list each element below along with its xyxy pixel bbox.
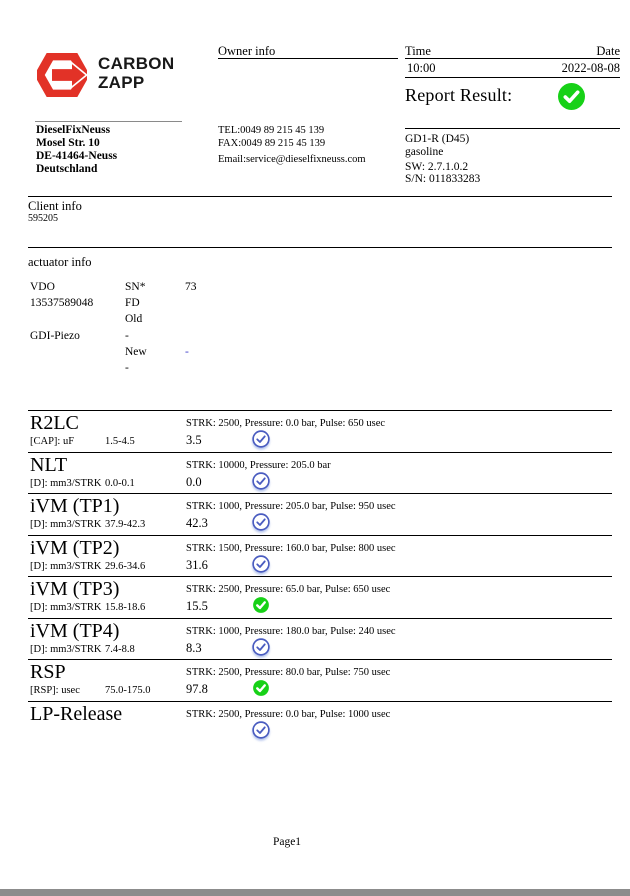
test-name: NLT: [30, 453, 68, 476]
test-name: R2LC: [30, 412, 79, 434]
time-date-underline: [405, 58, 620, 59]
owner-city: DE-41464-Neuss: [36, 150, 118, 162]
owner-fax: FAX:0049 89 215 45 139: [218, 138, 326, 149]
test-range: 1.5-4.5: [105, 436, 135, 447]
machine-model: GD1-R (D45): [405, 133, 470, 145]
date-label: Date: [596, 44, 620, 58]
test-row: [28, 576, 612, 618]
test-row: [28, 535, 612, 577]
report-result-label: Report Result:: [405, 85, 513, 105]
test-conditions: STRK: 10000, Pressure: 205.0 bar: [186, 459, 331, 471]
test-conditions: STRK: 1000, Pressure: 205.0 bar, Pulse: 950 usec: [186, 501, 396, 512]
machine-sw-version: SW: 2.7.1.0.2: [405, 161, 469, 173]
test-range: 15.8-18.6: [105, 602, 146, 613]
test-conditions: STRK: 1500, Pressure: 160.0 bar, Pulse: 800 usec: [186, 542, 396, 554]
test-range: 7.4-8.8: [105, 643, 135, 655]
test-conditions: STRK: 2500, Pressure: 0.0 bar, Pulse: 650 usec: [186, 418, 386, 429]
test-parameter: [D]: mm3/STRK: [30, 519, 102, 530]
time-value-underline: [405, 77, 620, 78]
machine-serial-number: S/N: 011833283: [405, 173, 481, 185]
test-value: 8.3: [186, 640, 202, 655]
actuator-info-label: actuator info: [28, 255, 92, 269]
carbon-zapp-logo-icon: [37, 53, 87, 102]
test-conditions: STRK: 2500, Pressure: 80.0 bar, Pulse: 750 usec: [186, 667, 391, 678]
test-range: 29.6-34.6: [105, 560, 146, 572]
test-parameter: [D]: mm3/STRK: [30, 602, 102, 613]
time-date-band: [405, 44, 620, 59]
actuator-old-label: Old: [125, 313, 143, 325]
actuator-fd-label: FD: [125, 297, 140, 309]
time-date-values: [407, 61, 620, 76]
test-name: iVM (TP3): [30, 578, 120, 600]
logo-line2: ZAPP: [98, 73, 145, 92]
test-name: iVM (TP1): [30, 495, 120, 517]
test-result-icon: [252, 638, 270, 656]
machine-divider: [405, 128, 620, 129]
actuator-maker: VDO: [30, 281, 55, 293]
actuator-part-number: 13537589048: [30, 297, 94, 309]
date-value: 2022-08-08: [561, 61, 620, 75]
test-result-icon: [252, 555, 270, 573]
test-result-icon: [252, 596, 270, 614]
machine-fuel: gasoline: [405, 146, 444, 158]
client-info-value: 595205: [28, 213, 58, 224]
test-range: 37.9-42.3: [105, 519, 146, 530]
address-divider: [35, 121, 182, 122]
client-section-line: [28, 196, 612, 197]
test-row: [28, 493, 612, 535]
actuator-sn-label: SN*: [125, 281, 146, 293]
test-value: 0.0: [186, 474, 202, 489]
owner-street: Mosel Str. 10: [36, 137, 100, 149]
owner-tel: TEL:0049 89 215 45 139: [218, 125, 325, 136]
owner-country: Deutschland: [36, 163, 98, 175]
test-conditions: STRK: 2500, Pressure: 65.0 bar, Pulse: 650 usec: [186, 584, 391, 595]
actuator-type: GDI-Piezo: [30, 330, 80, 342]
actuator-new-value: -: [185, 346, 189, 358]
test-result-icon: [252, 721, 270, 739]
test-parameter: [D]: mm3/STRK: [30, 560, 102, 572]
bottom-edge-strip: [0, 889, 630, 896]
owner-email: Email:service@dieselfixneuss.com: [218, 154, 366, 165]
test-value: 97.8: [186, 682, 208, 696]
test-row: [28, 701, 612, 743]
test-result-icon: [252, 472, 270, 490]
test-conditions: STRK: 1000, Pressure: 180.0 bar, Pulse: 240 usec: [186, 625, 396, 637]
report-result-pass-icon: [558, 83, 585, 110]
owner-info-underline: [218, 58, 398, 59]
client-info-label: Client info: [28, 199, 82, 213]
actuator-old-value: -: [125, 330, 129, 342]
test-conditions: STRK: 2500, Pressure: 0.0 bar, Pulse: 1000 usec: [186, 708, 391, 720]
actuator-section-line: [28, 247, 612, 248]
owner-info-label: Owner info: [218, 44, 276, 58]
test-result-icon: [252, 430, 270, 448]
test-row: [28, 410, 612, 452]
actuator-sn-value: 73: [185, 281, 197, 293]
test-parameter: [CAP]: uF: [30, 436, 75, 447]
page-number: Page1: [272, 836, 302, 848]
test-range: 75.0-175.0: [105, 685, 151, 696]
logo-wordmark: [98, 54, 174, 92]
test-value: 42.3: [186, 516, 208, 530]
test-row: [28, 618, 612, 660]
test-value: 31.6: [186, 557, 208, 572]
test-name: iVM (TP4): [30, 619, 120, 642]
actuator-extra-value: -: [125, 362, 129, 374]
actuator-new-label: New: [125, 346, 147, 358]
test-result-icon: [252, 513, 270, 531]
time-value: 10:00: [407, 61, 436, 75]
test-parameter: [D]: mm3/STRK: [30, 477, 102, 489]
test-row: [28, 452, 612, 494]
test-range: 0.0-0.1: [105, 477, 135, 489]
test-parameter: [D]: mm3/STRK: [30, 643, 102, 655]
test-result-icon: [252, 679, 270, 697]
owner-name: DieselFixNeuss: [36, 124, 111, 136]
test-parameter: [RSP]: usec: [30, 685, 80, 696]
test-rows: [28, 410, 612, 742]
time-label: Time: [405, 44, 431, 58]
test-value: 15.5: [186, 599, 208, 613]
test-name: LP-Release: [30, 702, 123, 725]
test-name: iVM (TP2): [30, 536, 120, 559]
logo-line1: CARBON: [98, 54, 175, 73]
test-row: [28, 659, 612, 701]
test-name: RSP: [30, 661, 66, 683]
test-value: 3.5: [186, 433, 202, 447]
